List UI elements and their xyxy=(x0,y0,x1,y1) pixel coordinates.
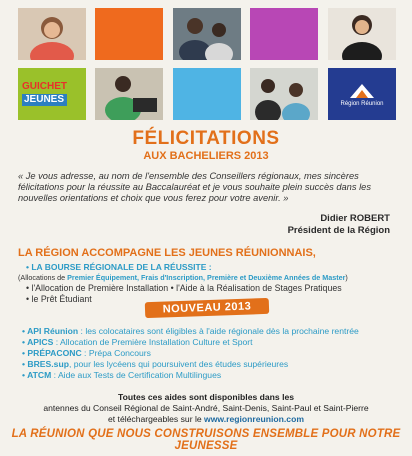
region-reunion-logo-tile xyxy=(328,68,396,120)
alloc-prefix: (Allocations de xyxy=(18,273,68,282)
color-tile-cyan xyxy=(173,68,241,120)
new-aid-item xyxy=(22,337,359,348)
signature-block xyxy=(288,213,390,237)
new-aid-value: , pour les lycéens qui poursuivent des études supérieures xyxy=(68,359,289,369)
photo-tile-boy-laptop xyxy=(95,68,163,120)
alloc-bold: Premier Équipement, Frais d'Inscription, Première et Deuxième Années de Master xyxy=(67,273,346,282)
allocations-note xyxy=(18,273,348,282)
photo-tile-young-woman xyxy=(328,8,396,60)
availability-block xyxy=(0,392,412,425)
photo-tile-classroom xyxy=(250,68,318,120)
new-aid-item xyxy=(22,326,359,337)
region-website-link[interactable]: www.regionreunion.com xyxy=(204,414,304,424)
color-tile-orange xyxy=(95,8,163,60)
new-aid-value: : les colocataires sont éligibles à l'aide régionale dès la prochaine rentrée xyxy=(78,326,359,336)
president-quote: « Je vous adresse, au nom de l'ensemble des Conseillers régionaux, mes sincères félicitations pour la réussite au Baccalauréat et je vous souhaite plein succès dans les nouvelles orientations et choix que vous ferez pour votre avenir. » xyxy=(18,171,371,203)
allocation-items-line-1: • l'Allocation de Première Installation • l'Aide à la Réalisation de Stages Pratiques xyxy=(26,283,342,293)
new-aid-item xyxy=(22,370,359,381)
photo-tile-students-studying xyxy=(173,8,241,60)
new-aid-key: • PRÉPACONC xyxy=(22,348,82,358)
new-aid-value: : Allocation de Première Installation Culture et Sport xyxy=(53,337,253,347)
slogan: LA RÉUNION QUE NOUS CONSTRUISONS ENSEMBLE POUR NOTRE JEUNESSE xyxy=(11,428,401,452)
signature-name: Didier ROBERT xyxy=(320,213,390,224)
availability-prefix: et téléchargeables sur le xyxy=(108,414,205,424)
new-aid-value: : Prépa Concours xyxy=(81,348,151,358)
region-logo-text: Région Réunion xyxy=(340,101,384,107)
new-aid-value: : Aide aux Tests de Certification Multilingues xyxy=(51,370,222,380)
color-tile-magenta xyxy=(250,8,318,60)
photo-tile-girl-smiling xyxy=(18,8,86,60)
guichet-jeunes-badge xyxy=(18,68,86,120)
badge-line-2: JEUNES xyxy=(22,94,67,106)
badge-line-1: GUICHET xyxy=(22,81,67,92)
nouveau-2013-badge: NOUVEAU 2013 xyxy=(145,298,269,318)
bourse-heading: • LA BOURSE RÉGIONALE DE LA RÉUSSITE : xyxy=(26,262,212,272)
allocation-items-line-2: • le Prêt Étudiant xyxy=(26,294,92,304)
alloc-suffix: ) xyxy=(345,273,348,282)
region-heading: LA RÉGION ACCOMPAGNE LES JEUNES RÉUNIONNAIS, xyxy=(18,247,316,259)
new-aid-key: • APICS xyxy=(22,337,54,347)
new-aid-key: • BRES.sup xyxy=(22,359,69,369)
page-title: FÉLICITATIONS xyxy=(132,128,280,149)
new-aid-key: • API Réunion xyxy=(22,326,79,336)
tile-grid xyxy=(18,8,396,122)
new-aid-item xyxy=(22,359,359,370)
availability-line-1: Toutes ces aides sont disponibles dans les xyxy=(117,392,295,402)
availability-line-3 xyxy=(0,414,412,425)
new-aid-item xyxy=(22,348,359,359)
new-aid-key: • ATCM xyxy=(22,370,52,380)
signature-role: Président de la Région xyxy=(287,225,390,236)
availability-line-2: antennes du Conseil Régional de Saint-André, Saint-Denis, Saint-Paul et Saint-Pierre xyxy=(43,403,369,413)
new-aids-list xyxy=(22,326,359,381)
page-subtitle: AUX BACHELIERS 2013 xyxy=(143,150,269,162)
